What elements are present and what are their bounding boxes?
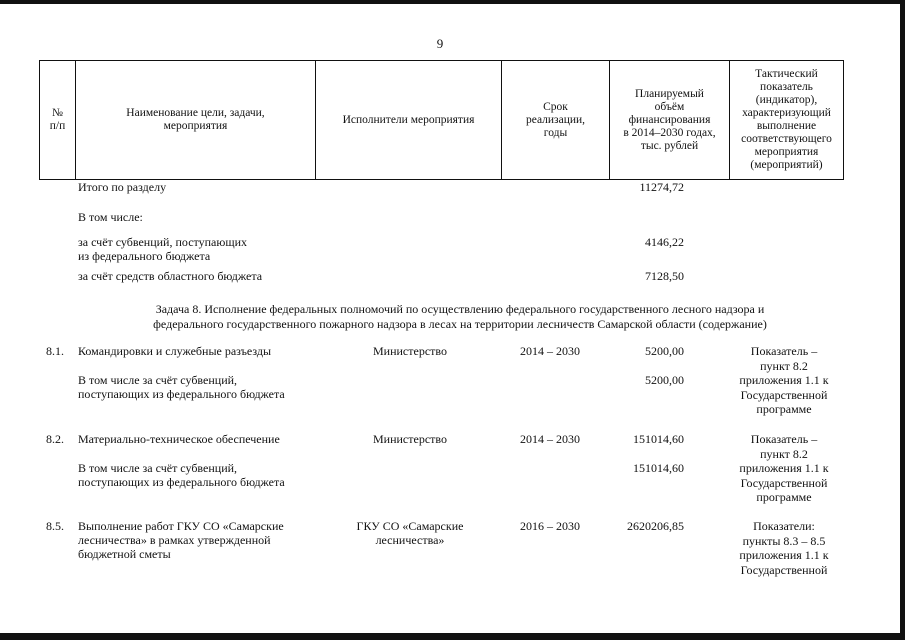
row-executor: Министерство [373, 344, 447, 358]
total-value: 11274,72 [639, 180, 684, 194]
row-sub-amount: 5200,00 [645, 373, 684, 387]
page-number: 9 [436, 36, 444, 51]
header-number: № п/п [40, 61, 76, 180]
header-financing: Планируемый объём финансирования в 2014–2030 годах, тыс. рублей [610, 61, 730, 180]
row-term: 2014 – 2030 [520, 432, 580, 446]
row-number: 8.5. [46, 519, 64, 533]
row-sub-label: В том числе за счёт субвенций, поступающих из федерального бюджета [78, 461, 285, 489]
row-name: Командировки и служебные разъезды [78, 344, 272, 358]
page-right-border [900, 0, 905, 640]
row-sub-label: В том числе за счёт субвенций, поступающих из федерального бюджета [78, 373, 285, 401]
header-name: Наименование цели, задачи, мероприятия [76, 61, 316, 180]
row-number: 8.1. [46, 344, 64, 358]
row-sub-amount: 151014,60 [633, 461, 684, 475]
row-name: Выполнение работ ГКУ СО «Самарские лесничества» в рамках утвержденной бюджетной сметы [78, 519, 284, 561]
row-indicator: Показатель – пункт 8.2 приложения 1.1 к Государственной программе [739, 344, 829, 416]
total-label: Итого по разделу [78, 180, 167, 194]
row-term: 2014 – 2030 [520, 344, 580, 358]
task-heading: Задача 8. Исполнение федеральных полномочий по осуществлению федерального государственного лесного надзора и федерального государственного пожарного надзора в лесах на территории лесничеств Самарской области (содержание) [153, 302, 767, 331]
header-indicator: Тактический показатель (индикатор), характеризующий выполнение соответствующего мероприятия (мероприятий) [730, 61, 844, 180]
row-executor: Министерство [373, 432, 447, 446]
row-term: 2016 – 2030 [520, 519, 580, 533]
row-indicator: Показатели: пункты 8.3 – 8.5 приложения 1.1 к Государственной [739, 519, 829, 577]
federal-value: 4146,22 [645, 235, 684, 249]
row-amount: 2620206,85 [627, 519, 684, 533]
page-top-border [0, 0, 905, 4]
regional-value: 7128,50 [645, 269, 684, 283]
page-bottom-border [0, 633, 905, 640]
row-indicator: Показатель – пункт 8.2 приложения 1.1 к Государственной программе [739, 432, 829, 504]
federal-label: за счёт субвенций, поступающих из федерального бюджета [78, 235, 247, 263]
row-amount: 5200,00 [645, 344, 684, 358]
row-name: Материально-техническое обеспечение [78, 432, 280, 446]
including-label: В том числе: [78, 210, 143, 224]
regional-label: за счёт средств областного бюджета [78, 269, 263, 283]
header-executors: Исполнители мероприятия [316, 61, 502, 180]
row-executor: ГКУ СО «Самарские лесничества» [356, 519, 464, 547]
table-header [39, 60, 844, 180]
row-number: 8.2. [46, 432, 64, 446]
row-amount: 151014,60 [633, 432, 684, 446]
header-term: Срок реализации, годы [502, 61, 610, 180]
